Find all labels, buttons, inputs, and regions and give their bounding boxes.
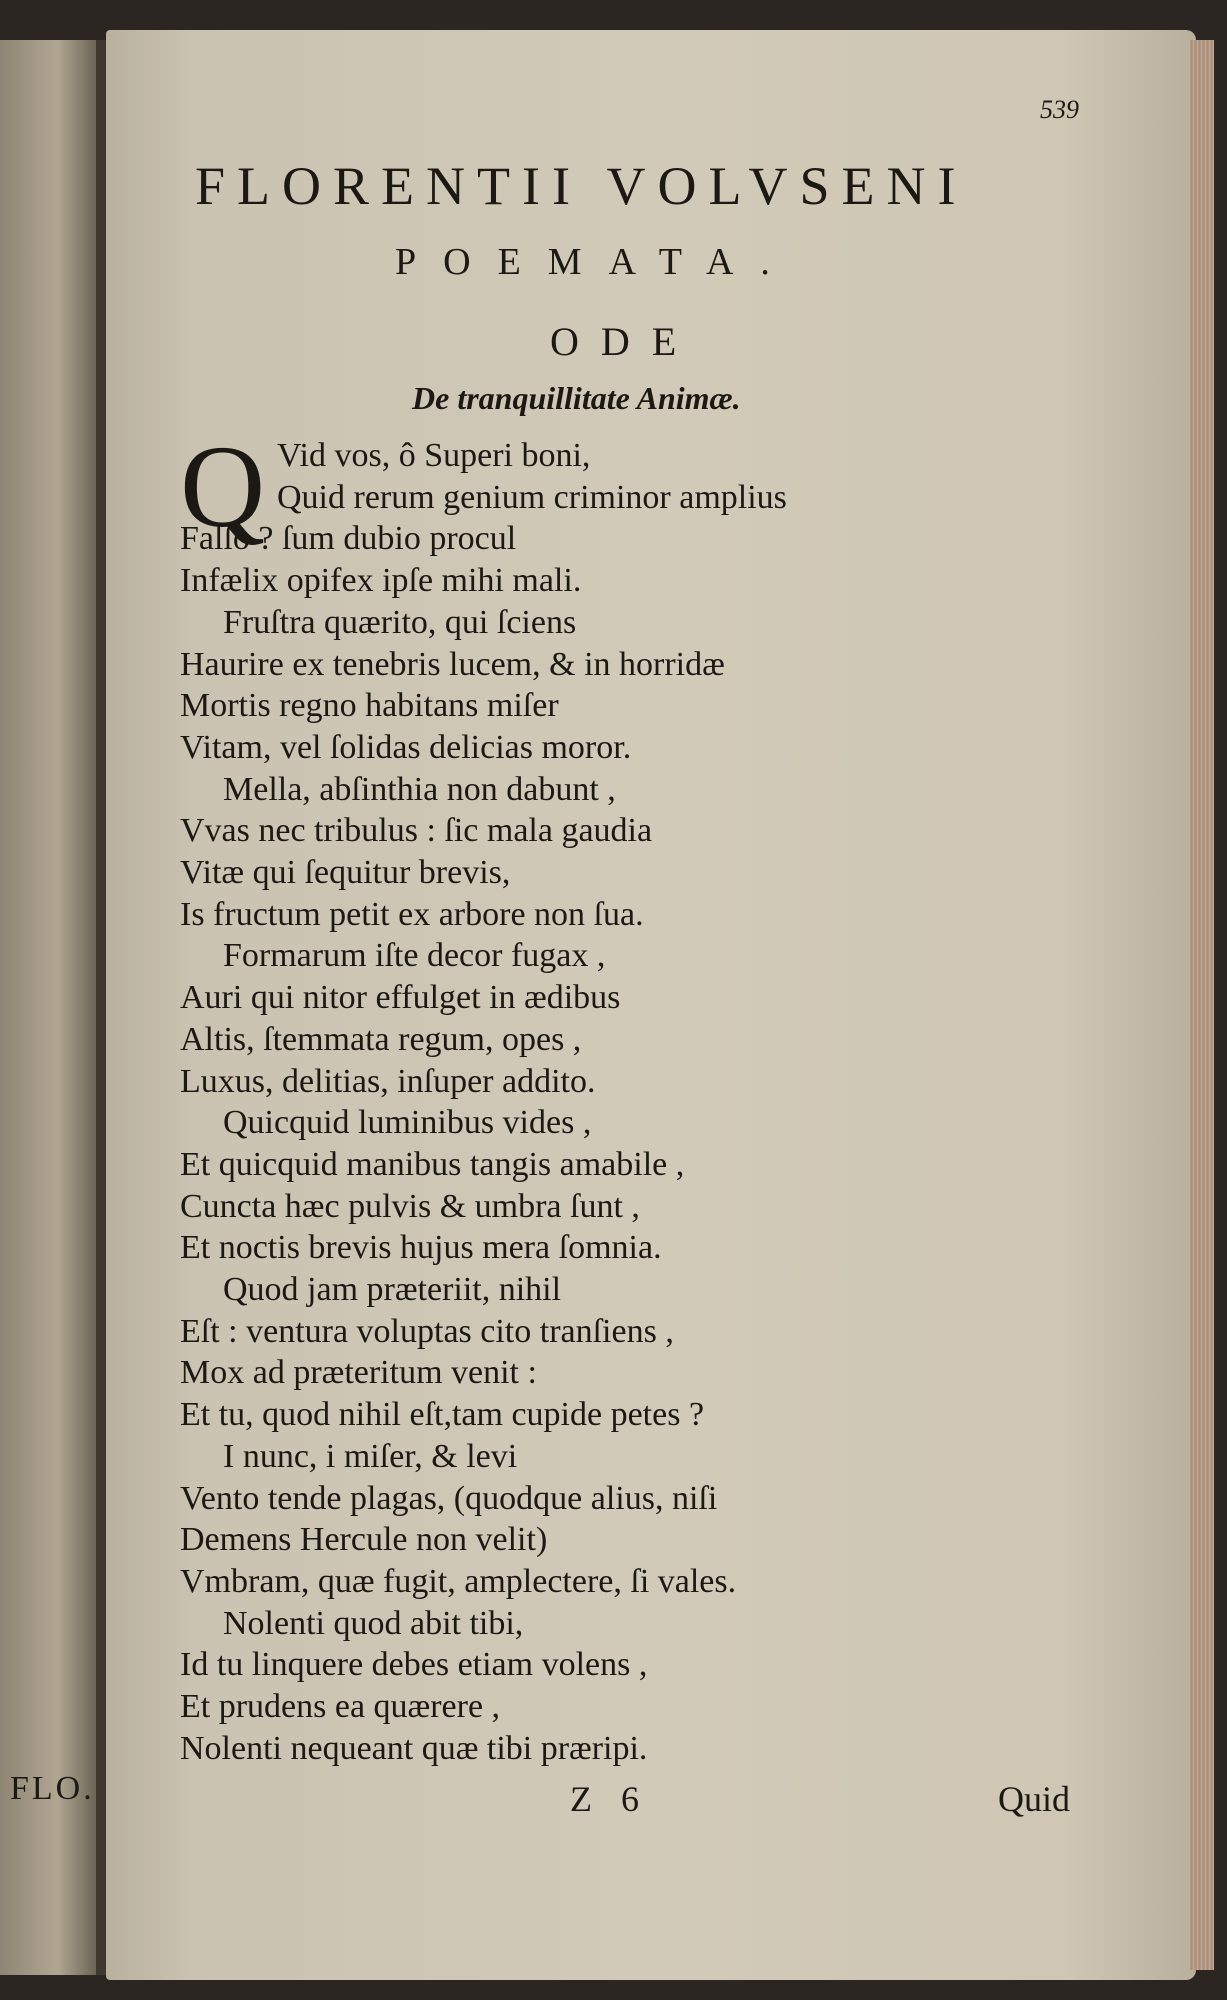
poem-line: Et prudens ea quærere , [180,1688,501,1725]
left-page-edge [0,40,96,1975]
poem-line: Et tu, quod nihil eſt,tam cupide petes ? [180,1396,705,1434]
poem-line: Vento tende plagas, (quodque alius, niſi [180,1479,718,1517]
poem-line: Falſo ? ſum dubio procul [180,520,517,558]
poem-line: Mella, abſinthia non dabunt , [223,770,616,808]
poem-line: Nolenti quod abit tibi, [223,1604,524,1642]
poem-line: Et noctis brevis hujus mera ſomnia. [180,1229,662,1267]
poem-line: Altis, ſtemmata regum, opes , [180,1020,582,1058]
drop-cap: Q [180,421,266,552]
page-edge-stack [1190,40,1214,1970]
poem-line: Formarum iſte decor fugax , [223,937,606,975]
page-number: 539 [1040,95,1079,124]
poem-line: Quicquid luminibus vides , [223,1104,592,1142]
poem-line: Auri qui nitor effulget in ædibus [180,979,621,1017]
poem-line: Nolenti nequeant quæ tibi præripi. [180,1729,648,1767]
poem-line: Cuncta hæc pulvis & umbra ſunt , [180,1187,640,1225]
poem-line: Vvas nec tribulus : ſic mala gaudia [180,812,653,850]
page-subtitle: POEMATA. [395,241,797,283]
poem-line: Et quicquid manibus tangis amabile , [180,1145,685,1183]
poem-line: Quid rerum genium criminor amplius [277,478,787,516]
signature-mark: Z 6 [570,1779,649,1819]
poem-line: Luxus, delitias, inſuper addito. [180,1062,596,1100]
poem-line: Id tu linquere debes etiam volens , [180,1646,648,1684]
poem-line: Vmbram, quæ fugit, amplectere, ſi vales. [180,1562,737,1600]
catchword: Quid [998,1779,1070,1819]
poem-line: I nunc, i miſer, & levi [223,1437,518,1475]
left-page-text-fragment: FLO. [10,1770,95,1807]
poem-line: Is fructum petit ex arbore non ſua. [180,895,644,933]
poem-line: Quod jam præteriit, nihil [223,1271,562,1308]
poem-line: Vid vos, ô Superi boni, [277,437,591,474]
poem-line: Eſt : ventura voluptas cito tranſiens , [180,1312,674,1350]
poem-line: Vitam, vel ſolidas delicias moror. [180,728,632,766]
poem-heading: ODE [550,319,699,364]
poem-line: Vitæ qui ſequitur brevis, [180,854,511,891]
poem-line: Haurire ex tenebris lucem, & in horridæ [180,645,725,683]
poem-line: Demens Hercule non velit) [180,1521,548,1559]
poem-line: Infælix opifex ipſe mihi mali. [180,562,582,600]
poem-line: Mox ad præteritum venit : [180,1354,537,1392]
poem-line: Fruſtra quærito, qui ſciens [223,603,577,641]
page-title: FLORENTII VOLVSENI [195,156,968,216]
book-gutter [96,40,106,1975]
poem-line: Mortis regno habitans miſer [180,687,559,725]
poem-dedication: De tranquillitate Animæ. [412,380,741,416]
